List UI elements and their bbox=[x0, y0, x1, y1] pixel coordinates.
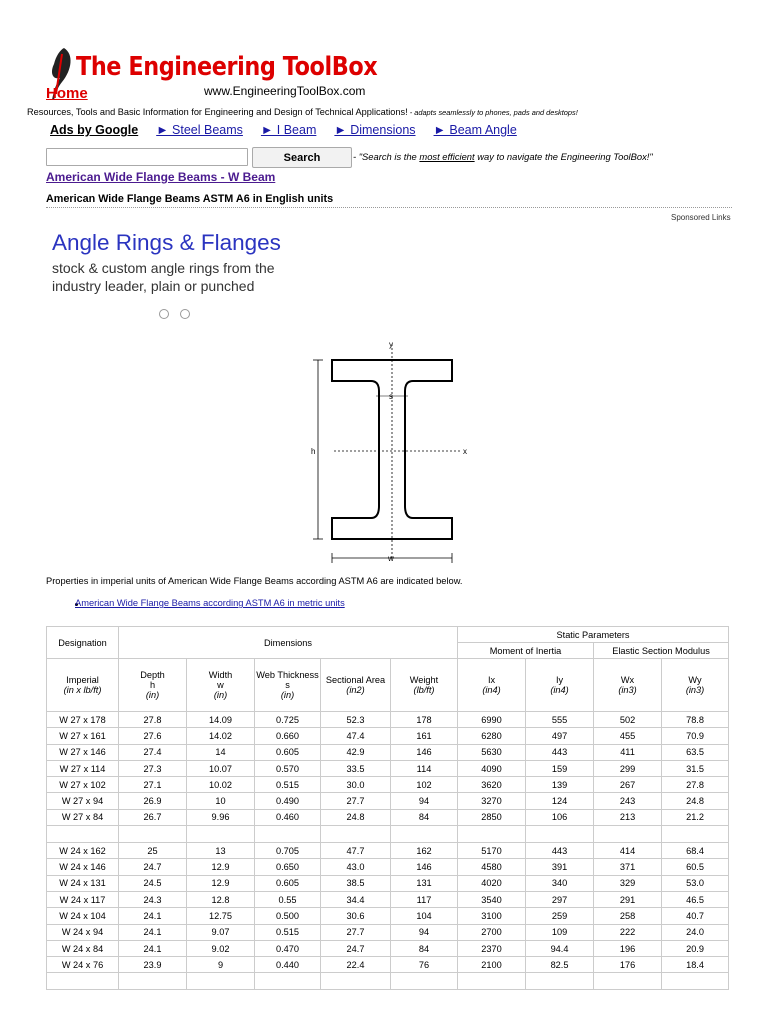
table-cell: 27.6 bbox=[119, 728, 187, 744]
table-cell: 162 bbox=[391, 843, 458, 859]
table-cell: 42.9 bbox=[321, 744, 391, 760]
table-cell: 22.4 bbox=[321, 957, 391, 973]
table-cell: 124 bbox=[526, 793, 594, 809]
table-cell bbox=[526, 973, 594, 990]
table-cell: 27.4 bbox=[119, 744, 187, 760]
table-cell: 47.4 bbox=[321, 728, 391, 744]
label-h: h bbox=[311, 447, 316, 456]
breadcrumb-link[interactable]: American Wide Flange Beams - W Beam bbox=[46, 170, 276, 184]
nav-link-beam-angle[interactable]: ► Beam Angle bbox=[433, 123, 517, 137]
metric-units-link[interactable]: American Wide Flange Beams according ASTM A6 in metric units bbox=[75, 598, 345, 608]
table-cell: 3540 bbox=[458, 891, 526, 907]
beam-properties-table bbox=[46, 626, 729, 990]
table-cell bbox=[594, 826, 662, 843]
table-cell: W 24 x 131 bbox=[47, 875, 119, 891]
table-row bbox=[47, 744, 729, 760]
table-cell: W 27 x 84 bbox=[47, 809, 119, 825]
table-cell bbox=[391, 973, 458, 990]
table-cell: W 24 x 84 bbox=[47, 940, 119, 956]
table-cell: 414 bbox=[594, 843, 662, 859]
table-cell: 0.470 bbox=[255, 940, 321, 956]
table-cell: 131 bbox=[391, 875, 458, 891]
ad-nav-bar bbox=[50, 123, 517, 137]
table-cell bbox=[594, 973, 662, 990]
col-header-iy: Iy (in4) bbox=[526, 659, 594, 712]
col-header-wy: Wy (in3) bbox=[662, 659, 729, 712]
table-cell: 14.02 bbox=[187, 728, 255, 744]
table-cell bbox=[321, 826, 391, 843]
table-cell: 0.705 bbox=[255, 843, 321, 859]
table-cell: 10 bbox=[187, 793, 255, 809]
table-cell: W 24 x 76 bbox=[47, 957, 119, 973]
table-cell: 497 bbox=[526, 728, 594, 744]
table-cell: 27.7 bbox=[321, 793, 391, 809]
table-cell bbox=[662, 826, 729, 843]
table-cell: W 27 x 161 bbox=[47, 728, 119, 744]
table-cell: 53.0 bbox=[662, 875, 729, 891]
table-cell: 297 bbox=[526, 891, 594, 907]
table-cell: 24.3 bbox=[119, 891, 187, 907]
table-cell bbox=[187, 973, 255, 990]
table-cell bbox=[47, 826, 119, 843]
table-cell: 258 bbox=[594, 908, 662, 924]
page-title: American Wide Flange Beams ASTM A6 in English units bbox=[46, 193, 334, 205]
table-cell: 0.605 bbox=[255, 744, 321, 760]
table-cell: 340 bbox=[526, 875, 594, 891]
table-cell: 6280 bbox=[458, 728, 526, 744]
table-row bbox=[47, 843, 729, 859]
table-cell: 5170 bbox=[458, 843, 526, 859]
site-tagline: Resources, Tools and Basic Information for Engineering and Design of Technical Applications! - adapts seamlessly to phones, pads and desktops! bbox=[27, 107, 578, 117]
table-row bbox=[47, 760, 729, 776]
table-cell: 27.3 bbox=[119, 760, 187, 776]
table-cell: 159 bbox=[526, 760, 594, 776]
table-cell: 46.5 bbox=[662, 891, 729, 907]
table-cell: 0.55 bbox=[255, 891, 321, 907]
search-button[interactable]: Search bbox=[252, 147, 352, 168]
table-cell: 24.1 bbox=[119, 940, 187, 956]
table-cell: 24.7 bbox=[119, 859, 187, 875]
table-cell: 14 bbox=[187, 744, 255, 760]
table-cell: W 24 x 94 bbox=[47, 924, 119, 940]
table-cell: 27.7 bbox=[321, 924, 391, 940]
table-cell: 3620 bbox=[458, 777, 526, 793]
table-cell: 267 bbox=[594, 777, 662, 793]
table-cell: 24.5 bbox=[119, 875, 187, 891]
ad-title-link[interactable]: Angle Rings & Flanges bbox=[52, 230, 281, 255]
table-cell: 299 bbox=[594, 760, 662, 776]
table-cell: 9 bbox=[187, 957, 255, 973]
table-cell: 178 bbox=[391, 712, 458, 728]
label-x: x bbox=[463, 447, 467, 456]
table-cell bbox=[662, 973, 729, 990]
table-cell: 114 bbox=[391, 760, 458, 776]
table-cell: 117 bbox=[391, 891, 458, 907]
table-cell: 30.0 bbox=[321, 777, 391, 793]
table-cell: 24.0 bbox=[662, 924, 729, 940]
table-cell: 391 bbox=[526, 859, 594, 875]
intro-text: Properties in imperial units of American Wide Flange Beams according ASTM A6 are indicated below. bbox=[46, 576, 463, 586]
table-cell: 455 bbox=[594, 728, 662, 744]
table-cell: 329 bbox=[594, 875, 662, 891]
table-cell: 4580 bbox=[458, 859, 526, 875]
col-header-wx: Wx (in3) bbox=[594, 659, 662, 712]
table-cell: 2700 bbox=[458, 924, 526, 940]
table-cell: 78.8 bbox=[662, 712, 729, 728]
table-cell: 23.9 bbox=[119, 957, 187, 973]
table-cell: W 24 x 104 bbox=[47, 908, 119, 924]
header-dimensions: Dimensions bbox=[119, 627, 458, 659]
table-cell: 84 bbox=[391, 809, 458, 825]
ad-carousel-dot[interactable] bbox=[159, 309, 169, 319]
table-cell: 94.4 bbox=[526, 940, 594, 956]
col-header-imperial: Imperial (in x lb/ft) bbox=[47, 659, 119, 712]
col-header-web-thickness: Web Thickness s (in) bbox=[255, 659, 321, 712]
table-cell: 94 bbox=[391, 793, 458, 809]
table-cell: 213 bbox=[594, 809, 662, 825]
table-row bbox=[47, 891, 729, 907]
header-static-parameters: Static Parameters bbox=[458, 627, 729, 643]
table-cell: 40.7 bbox=[662, 908, 729, 924]
table-cell: W 27 x 102 bbox=[47, 777, 119, 793]
table-row bbox=[47, 924, 729, 940]
table-cell: 0.725 bbox=[255, 712, 321, 728]
table-cell: 4090 bbox=[458, 760, 526, 776]
table-cell: 24.7 bbox=[321, 940, 391, 956]
table-cell: W 24 x 117 bbox=[47, 891, 119, 907]
table-cell: 20.9 bbox=[662, 940, 729, 956]
col-header-ix: Ix (in4) bbox=[458, 659, 526, 712]
table-cell: 0.490 bbox=[255, 793, 321, 809]
table-row bbox=[47, 940, 729, 956]
table-cell: 9.07 bbox=[187, 924, 255, 940]
table-cell: W 24 x 162 bbox=[47, 843, 119, 859]
table-cell: 146 bbox=[391, 859, 458, 875]
table-cell: 443 bbox=[526, 744, 594, 760]
table-spacer-row bbox=[47, 973, 729, 990]
table-cell: 27.1 bbox=[119, 777, 187, 793]
table-cell: 109 bbox=[526, 924, 594, 940]
table-cell: 21.2 bbox=[662, 809, 729, 825]
table-cell: 70.9 bbox=[662, 728, 729, 744]
table-cell: 24.8 bbox=[321, 809, 391, 825]
table-cell: 0.440 bbox=[255, 957, 321, 973]
table-cell: 3100 bbox=[458, 908, 526, 924]
table-cell: 26.9 bbox=[119, 793, 187, 809]
table-row bbox=[47, 793, 729, 809]
table-row bbox=[47, 859, 729, 875]
table-cell: 12.9 bbox=[187, 859, 255, 875]
table-cell: 14.09 bbox=[187, 712, 255, 728]
search-input[interactable] bbox=[46, 148, 248, 166]
table-cell: 63.5 bbox=[662, 744, 729, 760]
table-cell bbox=[526, 826, 594, 843]
site-logo-text[interactable]: The Engineering ToolBox bbox=[76, 52, 378, 82]
table-cell: 3270 bbox=[458, 793, 526, 809]
ads-by-google-link[interactable]: Ads by Google bbox=[50, 123, 139, 137]
table-cell: 24.1 bbox=[119, 924, 187, 940]
table-cell bbox=[458, 826, 526, 843]
table-row bbox=[47, 728, 729, 744]
table-cell: 34.4 bbox=[321, 891, 391, 907]
search-hint: - "Search is the most efficient way to navigate the Engineering ToolBox!" bbox=[353, 151, 653, 162]
home-link[interactable]: Home bbox=[46, 85, 88, 102]
header-divider bbox=[46, 207, 732, 208]
table-cell: 0.570 bbox=[255, 760, 321, 776]
nav-link-steel-beams[interactable]: ► Steel Beams bbox=[156, 123, 243, 137]
table-cell: 26.7 bbox=[119, 809, 187, 825]
table-cell: 259 bbox=[526, 908, 594, 924]
table-cell: 25 bbox=[119, 843, 187, 859]
table-row bbox=[47, 777, 729, 793]
table-cell: 176 bbox=[594, 957, 662, 973]
table-cell: 555 bbox=[526, 712, 594, 728]
table-cell: 12.75 bbox=[187, 908, 255, 924]
col-header-depth: Depth h (in) bbox=[119, 659, 187, 712]
table-cell: 371 bbox=[594, 859, 662, 875]
table-cell: 27.8 bbox=[119, 712, 187, 728]
table-cell: 502 bbox=[594, 712, 662, 728]
table-spacer-row bbox=[47, 826, 729, 843]
table-cell: 84 bbox=[391, 940, 458, 956]
table-cell: 411 bbox=[594, 744, 662, 760]
table-cell: 139 bbox=[526, 777, 594, 793]
table-cell: 222 bbox=[594, 924, 662, 940]
table-cell: 27.8 bbox=[662, 777, 729, 793]
w-beam-cross-section-diagram bbox=[300, 336, 480, 566]
table-cell: 2370 bbox=[458, 940, 526, 956]
table-cell: 94 bbox=[391, 924, 458, 940]
table-cell bbox=[187, 826, 255, 843]
table-cell: 2850 bbox=[458, 809, 526, 825]
col-header-sectional-area: Sectional Area (in2) bbox=[321, 659, 391, 712]
table-cell: W 24 x 146 bbox=[47, 859, 119, 875]
table-row bbox=[47, 712, 729, 728]
table-cell: 0.500 bbox=[255, 908, 321, 924]
table-cell: 12.8 bbox=[187, 891, 255, 907]
table-row bbox=[47, 809, 729, 825]
table-cell: 52.3 bbox=[321, 712, 391, 728]
table-cell: W 27 x 94 bbox=[47, 793, 119, 809]
ad-text[interactable]: stock & custom angle rings from the industry leader, plain or punched bbox=[52, 260, 275, 294]
table-cell: 60.5 bbox=[662, 859, 729, 875]
label-y: y bbox=[389, 340, 393, 349]
table-cell: 146 bbox=[391, 744, 458, 760]
table-cell: 4020 bbox=[458, 875, 526, 891]
table-cell bbox=[119, 973, 187, 990]
table-cell: W 27 x 114 bbox=[47, 760, 119, 776]
ad-carousel-dot[interactable] bbox=[180, 309, 190, 319]
table-cell: 106 bbox=[526, 809, 594, 825]
table-cell bbox=[47, 973, 119, 990]
table-cell: 6990 bbox=[458, 712, 526, 728]
table-cell: 24.8 bbox=[662, 793, 729, 809]
table-cell: 82.5 bbox=[526, 957, 594, 973]
table-cell: 9.02 bbox=[187, 940, 255, 956]
table-row bbox=[47, 875, 729, 891]
table-cell bbox=[458, 973, 526, 990]
table-cell: W 27 x 178 bbox=[47, 712, 119, 728]
site-url: www.EngineeringToolBox.com bbox=[204, 84, 366, 98]
table-cell: W 27 x 146 bbox=[47, 744, 119, 760]
table-cell: 43.0 bbox=[321, 859, 391, 875]
table-cell bbox=[321, 973, 391, 990]
label-s: s bbox=[389, 392, 393, 401]
label-w: w bbox=[388, 554, 394, 563]
table-cell: 10.02 bbox=[187, 777, 255, 793]
table-cell: 104 bbox=[391, 908, 458, 924]
table-cell: 24.1 bbox=[119, 908, 187, 924]
table-cell: 0.515 bbox=[255, 777, 321, 793]
table-cell: 9.96 bbox=[187, 809, 255, 825]
header-moment-of-inertia: Moment of Inertia bbox=[458, 643, 594, 659]
table-cell: 0.460 bbox=[255, 809, 321, 825]
table-cell bbox=[255, 973, 321, 990]
table-cell: 30.6 bbox=[321, 908, 391, 924]
table-cell: 31.5 bbox=[662, 760, 729, 776]
table-cell: 18.4 bbox=[662, 957, 729, 973]
table-cell: 38.5 bbox=[321, 875, 391, 891]
header-designation: Designation bbox=[47, 627, 119, 659]
table-cell: 0.605 bbox=[255, 875, 321, 891]
table-cell bbox=[391, 826, 458, 843]
table-cell: 0.660 bbox=[255, 728, 321, 744]
table-cell: 291 bbox=[594, 891, 662, 907]
table-cell bbox=[255, 826, 321, 843]
table-cell: 76 bbox=[391, 957, 458, 973]
table-cell: 0.515 bbox=[255, 924, 321, 940]
table-cell: 196 bbox=[594, 940, 662, 956]
table-cell: 0.650 bbox=[255, 859, 321, 875]
table-cell: 12.9 bbox=[187, 875, 255, 891]
table-cell bbox=[119, 826, 187, 843]
table-cell: 243 bbox=[594, 793, 662, 809]
table-cell: 47.7 bbox=[321, 843, 391, 859]
table-cell: 68.4 bbox=[662, 843, 729, 859]
header-section-modulus: Elastic Section Modulus bbox=[594, 643, 729, 659]
sponsored-links-label: Sponsored Links bbox=[671, 213, 731, 222]
col-header-weight: Weight (lb/ft) bbox=[391, 659, 458, 712]
nav-link-dimensions[interactable]: ► Dimensions bbox=[334, 123, 416, 137]
table-row bbox=[47, 908, 729, 924]
table-cell: 443 bbox=[526, 843, 594, 859]
table-cell: 102 bbox=[391, 777, 458, 793]
table-cell: 33.5 bbox=[321, 760, 391, 776]
col-header-width: Width w (in) bbox=[187, 659, 255, 712]
table-row bbox=[47, 957, 729, 973]
table-cell: 161 bbox=[391, 728, 458, 744]
nav-link-i-beam[interactable]: ► I Beam bbox=[260, 123, 317, 137]
table-cell: 5630 bbox=[458, 744, 526, 760]
table-cell: 10.07 bbox=[187, 760, 255, 776]
table-cell: 13 bbox=[187, 843, 255, 859]
table-cell: 2100 bbox=[458, 957, 526, 973]
